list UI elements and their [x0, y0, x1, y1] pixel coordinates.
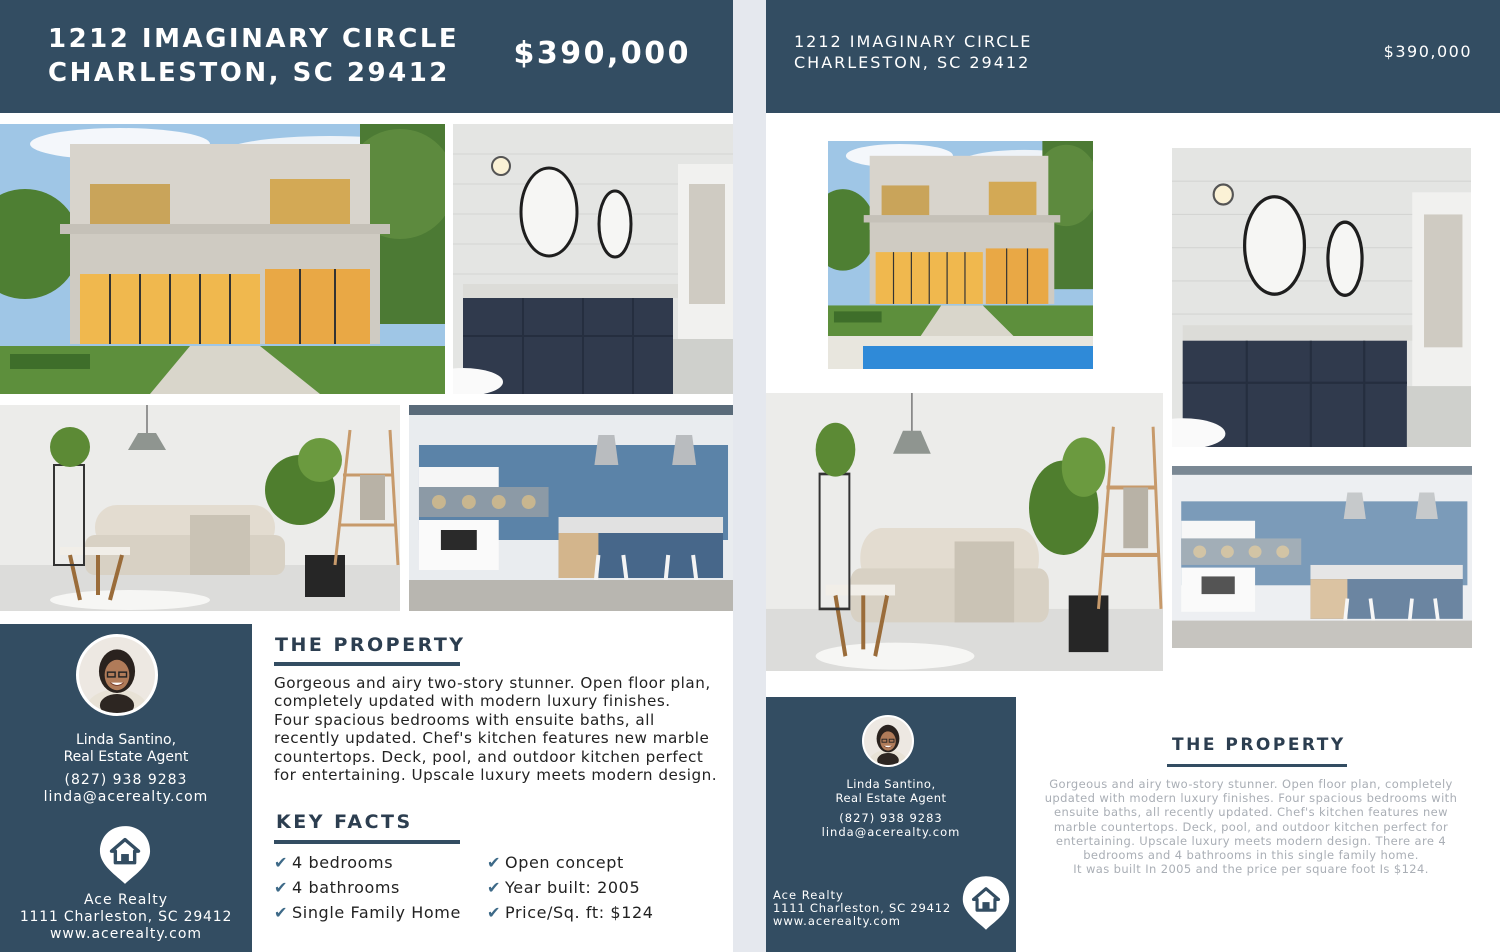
property-line: updated with modern luxury finishes. Four spacious bedrooms with — [1044, 791, 1458, 806]
living-room-photo — [766, 393, 1163, 671]
check-icon: ✔ — [274, 853, 289, 872]
fact-item: ✔ Price/Sq. ft: $124 — [487, 903, 654, 922]
key-facts-heading: KEY FACTS — [276, 811, 413, 833]
address-line-1: 1212 IMAGINARY CIRCLE — [794, 32, 1033, 51]
fact-item: ✔ 4 bathrooms — [274, 878, 400, 897]
property-description — [1036, 777, 1466, 876]
check-icon: ✔ — [487, 903, 502, 922]
flyer-right — [766, 0, 1500, 952]
address-line-2: CHARLESTON, SC 29412 — [48, 58, 450, 88]
property-line: entertaining. Upscale luxury meets modern design. There are 4 — [1055, 833, 1447, 848]
address-line-1: 1212 IMAGINARY CIRCLE — [48, 24, 460, 54]
living-room-photo — [0, 405, 400, 611]
agent-phone: (827) 938 9283 — [64, 772, 188, 788]
check-icon: ✔ — [487, 853, 502, 872]
company-address: 1111 Charleston, SC 29412 — [773, 901, 951, 915]
heading-rule — [274, 840, 460, 844]
heading-rule — [1167, 764, 1347, 767]
agent-phone: (827) 938 9283 — [839, 811, 943, 825]
property-line: Gorgeous and airy two-story stunner. Open floor plan, — [274, 674, 711, 692]
flyer-left — [0, 0, 733, 952]
agent-avatar — [862, 715, 914, 767]
agent-title: Real Estate Agent — [63, 749, 189, 765]
house-exterior-photo — [0, 124, 445, 394]
agent-email: linda@acerealty.com — [43, 789, 209, 805]
header-bar — [0, 0, 733, 113]
fact-item: ✔ Open concept — [487, 853, 624, 872]
house-pin-icon — [961, 874, 1011, 932]
company-name: Ace Realty — [773, 888, 844, 902]
agent-name: Linda Santino, — [75, 732, 177, 748]
header-bar — [766, 0, 1500, 113]
fact-item: ✔ Single Family Home — [274, 903, 461, 922]
company-website: www.acerealty.com — [49, 926, 203, 942]
address-block — [794, 31, 1032, 73]
company-address: 1111 Charleston, SC 29412 — [19, 909, 233, 925]
house-pin-icon — [98, 824, 152, 886]
agent-name: Linda Santino, — [846, 777, 936, 791]
agent-panel — [0, 624, 252, 952]
property-heading: THE PROPERTY — [1172, 735, 1346, 755]
agent-avatar — [76, 634, 158, 716]
property-line: Four spacious bedrooms with ensuite baths, all — [274, 710, 655, 729]
kitchen-photo — [409, 405, 733, 611]
agent-email: linda@acerealty.com — [821, 825, 961, 839]
kitchen-photo — [1172, 466, 1472, 648]
fact-item: ✔ 4 bedrooms — [274, 853, 394, 872]
check-icon: ✔ — [274, 903, 289, 922]
property-line: bedrooms and 4 bathrooms in this single family home. — [1083, 848, 1419, 863]
property-line: Gorgeous and airy two-story stunner. Open floor plan, completely — [1049, 777, 1453, 791]
property-line: for entertaining. Upscale luxury meets modern design. — [274, 766, 718, 785]
property-line: recently updated. Chef's kitchen features new marble — [274, 729, 710, 748]
property-description — [274, 674, 724, 784]
fact-item: ✔ Year built: 2005 — [487, 878, 641, 897]
agent-title: Real Estate Agent — [835, 791, 947, 805]
property-line: ensuite baths, all recently updated. Chef's kitchen features new — [1054, 805, 1448, 820]
price: $390,000 — [513, 36, 691, 71]
property-line: countertops. Deck, pool, and outdoor kitchen perfect — [274, 747, 704, 766]
price: $390,000 — [1383, 42, 1472, 61]
property-line: completely updated with modern luxury finishes. — [274, 692, 671, 711]
address-block — [48, 22, 459, 90]
heading-rule — [274, 662, 460, 666]
property-line: It was built In 2005 and the price per square foot Is $124. — [1073, 862, 1429, 877]
company-name: Ace Realty — [83, 892, 169, 908]
bathroom-photo — [1172, 148, 1471, 447]
bathroom-photo — [453, 124, 733, 394]
address-line-2: CHARLESTON, SC 29412 — [794, 53, 1031, 72]
property-line: marble countertops. Deck, pool, and outdoor kitchen perfect for — [1053, 819, 1449, 834]
house-pool-photo — [828, 141, 1093, 369]
check-icon: ✔ — [487, 878, 502, 897]
agent-panel — [766, 697, 1016, 952]
property-heading: THE PROPERTY — [275, 634, 466, 656]
check-icon: ✔ — [274, 878, 289, 897]
key-facts-list — [274, 853, 733, 933]
company-website: www.acerealty.com — [773, 914, 901, 928]
